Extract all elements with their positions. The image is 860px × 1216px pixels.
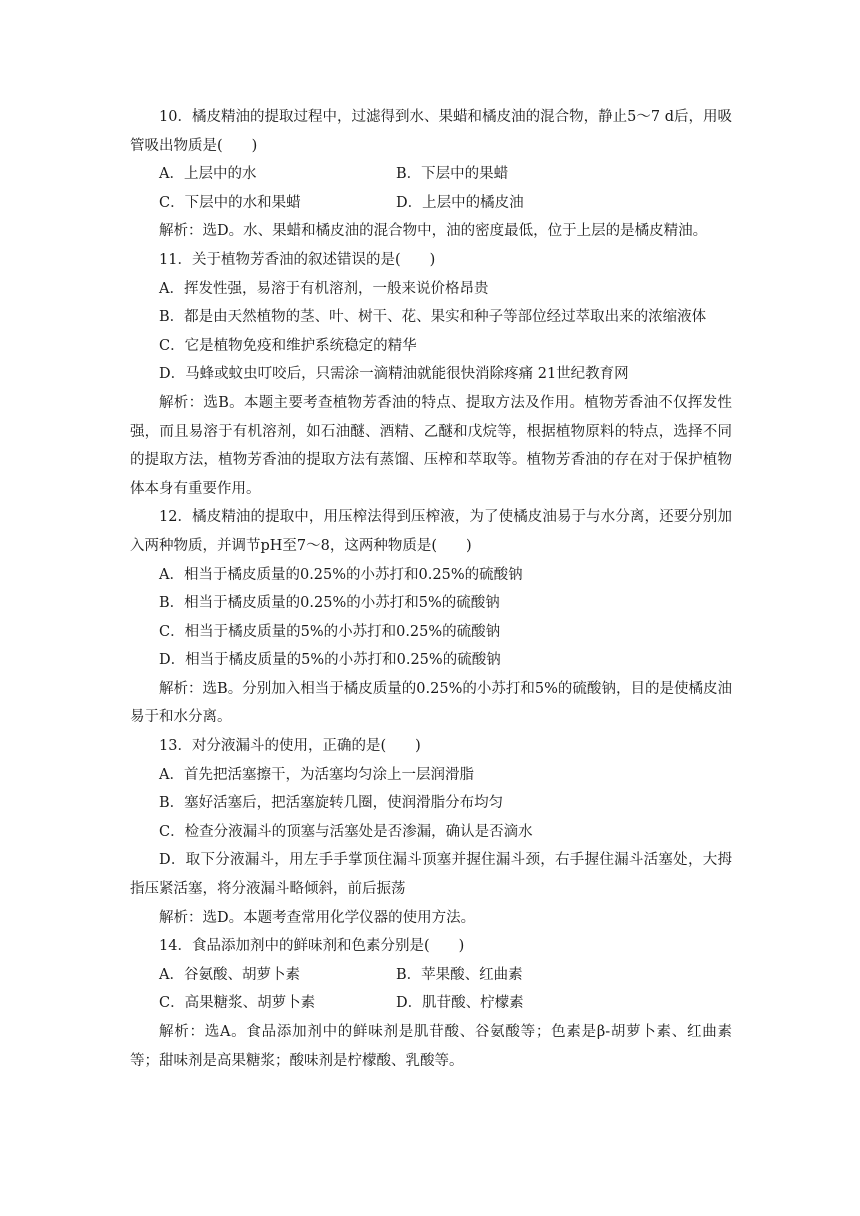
question-12-option-c: C．相当于橘皮质量的5%的小苏打和0.25%的硫酸钠 <box>159 623 501 640</box>
question-14-option-c: C．高果糖浆、胡萝卜素 <box>159 995 316 1012</box>
question-13-option-a: A．首先把活塞擦干，为活塞均匀涂上一层润滑脂 <box>159 766 474 783</box>
question-11-analysis: 解析：选B。本题主要考查植物芳香油的特点、提取方法及作用。植物芳香油不仅挥发性强，而且易溶于有机溶剂，如石油醚、酒精、乙醚和戊烷等，根据植物原料的特点，选择不同的提取方法，植物芳香油的提取方法有蒸馏、压榨和萃取等。植物芳香油的存在对于保护植物体本身有重要作用。 <box>130 394 732 497</box>
question-13-option-b: B．塞好活塞后，把活塞旋转几圈，使润滑脂分布均匀 <box>159 795 504 812</box>
question-11-option-b: B．都是由天然植物的茎、叶、树干、花、果实和种子等部位经过萃取出来的浓缩液体 <box>159 309 707 326</box>
question-14-option-a: A．谷氨酸、胡萝卜素 <box>159 966 300 983</box>
question-10-analysis: 解析：选D。水、果蜡和橘皮油的混合物中，油的密度最低，位于上层的是橘皮精油。 <box>159 223 708 240</box>
question-14-analysis: 解析：选A。食品添加剂中的鲜味剂是肌苷酸、谷氨酸等；色素是β-胡萝卜素、红曲素等；甜味剂是高果糖浆；酸味剂是柠檬酸、乳酸等。 <box>130 1024 732 1069</box>
question-11-stem: 11．关于植物芳香油的叙述错误的是( ) <box>159 251 436 268</box>
page-content <box>130 103 732 1075</box>
question-12-option-d: D．相当于橘皮质量的5%的小苏打和0.25%的硫酸钠 <box>159 652 501 669</box>
question-10-options-row-2 <box>130 189 732 218</box>
question-10-options-row-1 <box>130 160 732 189</box>
question-13-option-c: C．检查分液漏斗的顶塞与活塞处是否渗漏，确认是否滴水 <box>159 823 533 840</box>
question-13-stem: 13．对分液漏斗的使用，正确的是( ) <box>159 738 421 755</box>
question-14-options-row-1 <box>130 961 732 990</box>
question-12-stem: 12．橘皮精油的提取中，用压榨法得到压榨液，为了使橘皮油易于与水分离，还要分别加入两种物质，并调节pH至7～8，这两种物质是( ) <box>130 509 732 554</box>
question-10-option-d: D．上层中的橘皮油 <box>396 194 524 211</box>
question-12-analysis: 解析：选B。分别加入相当于橘皮质量的0.25%的小苏打和5%的硫酸钠，目的是使橘皮油易于和水分离。 <box>130 680 732 726</box>
question-11-option-c: C．它是植物免疫和维护系统稳定的精华 <box>159 337 417 354</box>
question-12-option-b: B．相当于橘皮质量的0.25%的小苏打和5%的硫酸钠 <box>159 595 500 612</box>
question-13-analysis: 解析：选D。本题考查常用化学仪器的使用方法。 <box>159 909 476 926</box>
question-11-option-d: D．马蜂或蚊虫叮咬后，只需涂一滴精油就能很快消除疼痛 21世纪教育网 <box>159 366 629 383</box>
question-10-option-c: C．下层中的水和果蜡 <box>159 194 301 211</box>
question-14-option-d: D．肌苷酸、柠檬素 <box>396 995 524 1012</box>
question-14-options-row-2 <box>130 989 732 1018</box>
question-14-option-b: B．苹果酸、红曲素 <box>396 966 523 983</box>
question-10-stem: 10．橘皮精油的提取过程中，过滤得到水、果蜡和橘皮油的混合物，静止5～7 d后，用吸管吸出物质是( ) <box>130 109 732 154</box>
question-11-option-a: A．挥发性强，易溶于有机溶剂，一般来说价格昂贵 <box>159 280 489 297</box>
question-12-option-a: A．相当于橘皮质量的0.25%的小苏打和0.25%的硫酸钠 <box>159 566 523 583</box>
question-14-stem: 14．食品添加剂中的鲜味剂和色素分别是( ) <box>159 938 465 955</box>
question-10-option-b: B．下层中的果蜡 <box>396 166 509 183</box>
question-13-option-d: D．取下分液漏斗，用左手手掌顶住漏斗顶塞并握住漏斗颈，右手握住漏斗活塞处，大拇指压紧活塞，将分液漏斗略倾斜，前后振荡 <box>130 852 732 898</box>
question-10-option-a: A．上层中的水 <box>159 166 257 183</box>
